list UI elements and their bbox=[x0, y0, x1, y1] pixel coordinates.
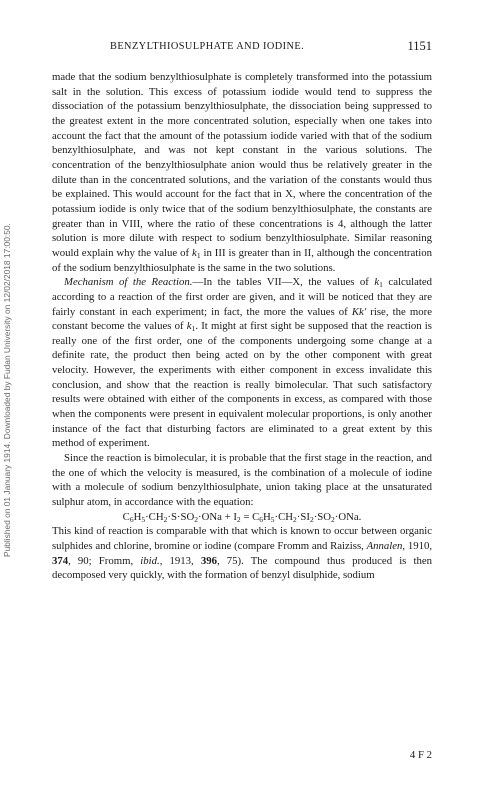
page-header bbox=[52, 40, 432, 56]
running-head: BENZYLTHIOSULPHATE AND IODINE. bbox=[110, 41, 305, 52]
symbol-kk: Kk′ bbox=[351, 305, 367, 318]
volume-number: 374 bbox=[52, 554, 69, 567]
paragraph-1 bbox=[52, 70, 432, 275]
article-body bbox=[52, 70, 432, 583]
subscript: 1 bbox=[379, 280, 383, 290]
download-notice: Published on 01 January 1914. Downloaded by Fudan University on 12/02/2018 17:00:50. bbox=[2, 223, 12, 557]
reaction-equation: $C_6H_5\cdot CH_2\cdot S\cdot SO_2\cdot ONa + I_2 = C_6H_5\cdot CH_2\cdot SI_2\cdot SO_2\cdot ONa$. bbox=[122, 510, 362, 524]
text-run: in III is greater than in II, although the concentration of the sodium benzylthiosulphate is the same in the two solutions. bbox=[52, 246, 433, 274]
signature-mark: 4 F 2 bbox=[409, 749, 432, 761]
text-run: made that the sodium benzylthiosulphate is completely transformed into the potassium salt in the solution. This excess of potassium iodide would tend to suppress the dissociation of the potassium benzylthiosulphate, the dissociation being suppressed to the greatest extent in the more concentrated solution, especially when one takes into account the fact that the amount of the potassium iodide varied with that of the sodium benzylthiosulphate, and was not kept constant in the various solutions. The concentration of the benzylthiosulphate anion would thus be relatively greater in the dilute than in the concentrated solutions, and the variation of the constants would thus be explained. This would account for the fact that in X, where the concentration of the potassium iodide is only twice that of the sodium benzylthiosulphate, the constants are greater than in VIII, where the ratio of these concentrations is 4, although the latter solution is more dilute with respect to sodium benzylthiosulphate. Similar reasoning would explain why the value of bbox=[52, 71, 432, 259]
journal-name: Annalen bbox=[366, 540, 403, 552]
subscript: 1 bbox=[191, 324, 196, 334]
symbol-k: k bbox=[186, 320, 192, 333]
section-heading: Mechanism of the Reaction. bbox=[64, 276, 193, 289]
paragraph-2 bbox=[52, 275, 432, 451]
symbol-k: k bbox=[374, 276, 380, 289]
page-number: 1151 bbox=[407, 39, 432, 53]
text-run: This kind of reaction is comparable with that which is known to occur between organic sulphides and chlorine, bromine or iodine (compare Fromm and Raiziss, bbox=[52, 525, 432, 552]
journal-name: ibid. bbox=[140, 554, 160, 567]
text-run: —In the tables VII—X, the values of bbox=[192, 276, 375, 289]
text-run: , 1913, bbox=[159, 554, 201, 567]
symbol-k: k bbox=[192, 246, 197, 259]
volume-number: 396 bbox=[200, 554, 217, 567]
paragraph-4 bbox=[52, 524, 432, 583]
text-run: , 1910, bbox=[402, 540, 433, 552]
paragraph-3: Since the reaction is bimolecular, it is probable that the first stage in the reaction, and the one of which the velocity is measured, is the combination of a molecule of iodine with a molecule of sodium benzylthiosulphate, union taking place at the unsaturated sulphur atom, in accordance with the equation: bbox=[52, 452, 432, 509]
text-run: calculated according to a reaction of the first order are given, and it will be noticed that they are fairly constant in each experiment; in fact, the more the values of bbox=[52, 276, 432, 318]
text-run: , 75). The compound thus produced is then decomposed very quickly, with the formation of benzyl disulphide, sodium bbox=[52, 554, 432, 582]
subscript: 1 bbox=[196, 250, 201, 260]
text-run: , 90; Fromm, bbox=[68, 554, 141, 567]
text-run: . It might at first sight be supposed that the reaction is really one of the first order, one of the components undergoing some change at a definite rate, the product then being acted on by the other component with great velocity. However, the experiments with either component in excess invalidate this conclusion, and show that the reaction is really bimolecular. That such satisfactory results were obtained with either of the components in excess, as compared with those when the components were present in equivalent molecular proportions, is only another instance of the fact that disturbing factors are eliminated to a great extent by this method of experiment. bbox=[52, 320, 432, 450]
text-run: rise, the more constant become the values of bbox=[52, 305, 432, 333]
